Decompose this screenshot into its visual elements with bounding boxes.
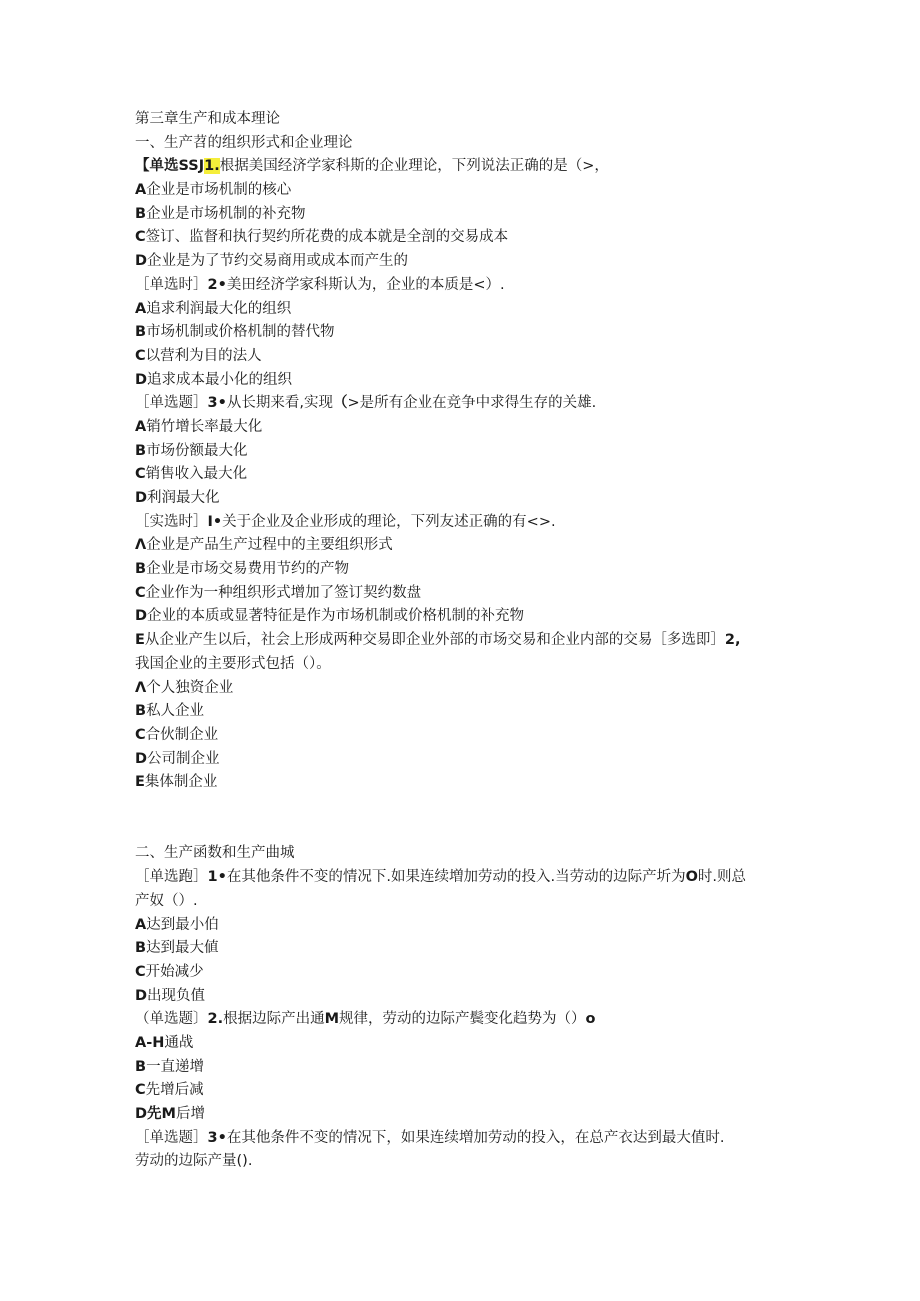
option-text: 销售收入最大化: [145, 466, 248, 483]
question-type-label: ［单选时］: [135, 276, 208, 293]
option-item: [135, 629, 795, 653]
option-letter: D: [135, 987, 148, 1004]
option-text: 以营利为目的法人: [145, 347, 262, 364]
document-body: [135, 108, 795, 1174]
option-letter: C: [135, 963, 146, 980]
chapter-title: 第三章生产和成本理论: [135, 111, 280, 127]
option-item: [135, 321, 795, 345]
option-letter: A: [135, 916, 147, 933]
question-text: 在其他条件不变的情况下，如果连续増加劳动的投入，在总产衣达到最大值时.: [226, 1129, 725, 1146]
option-letter: B: [135, 205, 147, 222]
option-item: [135, 534, 795, 558]
question-type-label: （单选题〕: [135, 1011, 208, 1028]
option-text: 企业是市场机制的补充物: [146, 205, 306, 222]
question-stem: [135, 392, 795, 416]
option-item: [135, 369, 795, 393]
option-letter: C: [135, 726, 146, 743]
question-stem: [135, 866, 795, 890]
question-text-cont: 时.则总: [697, 869, 747, 886]
option-text: 企业是为了节约交易商用或成本而产生的: [147, 253, 409, 270]
question-type-label: ［单选题］: [135, 395, 208, 412]
option-text: 企业作为一种组织形式增加了签订契约数盘: [145, 584, 422, 601]
question-text: 根据边际产出通: [223, 1011, 325, 1028]
option-item: [135, 1079, 795, 1103]
option-text: 从企业产生以后，社会上形成两种交易即企业外部的市场交易和企业内部的交易: [144, 632, 653, 649]
option-text: 市场份额最大化: [146, 442, 248, 459]
option-text: 企业的本质或显著特征是作为市场机制或价格机制的补充物: [147, 608, 525, 625]
question-text-cont: 规律，劳动的边际产鬓变化趋势为（）: [339, 1011, 586, 1028]
option-letter: A: [135, 418, 147, 435]
option-letter: C: [135, 347, 146, 364]
question-type-label: ［多选即］: [652, 632, 725, 649]
option-item: [135, 345, 795, 369]
question-type-label: ［单选跑］: [135, 869, 208, 886]
option-letter: C: [135, 466, 146, 483]
option-letter: B: [135, 940, 147, 957]
question-number: I•: [207, 513, 223, 530]
question-number: 2,: [724, 632, 741, 649]
question-type-label: 【单选SSJ: [135, 158, 205, 175]
question-number: 2.: [207, 1011, 224, 1028]
section-spacer: [135, 795, 795, 843]
option-text: 企业是市场机制的核心: [146, 182, 292, 199]
section-heading: 二、生产函数和生产曲城: [135, 845, 295, 862]
option-text: 追求成本最小化的组织: [147, 371, 293, 388]
option-item: [135, 677, 795, 701]
option-item: [135, 226, 795, 250]
option-text: 追求利润最大化的组织: [146, 300, 292, 317]
option-item: [135, 203, 795, 227]
option-letter: D先M: [135, 1106, 176, 1122]
question-stem: [135, 511, 795, 535]
option-text: 利润最大化: [147, 490, 220, 506]
question-stem: [135, 274, 795, 298]
option-text: 一直递增: [146, 1058, 205, 1075]
option-item: [135, 771, 795, 795]
option-text: 公司制企业: [147, 750, 220, 767]
question-text: 关于企业及企业形成的理论，下列友述正确的有<>.: [222, 513, 556, 530]
question-type-label: ［单选题］: [135, 1129, 208, 1146]
option-item: [135, 605, 795, 629]
option-letter: E: [135, 632, 145, 649]
option-item: [135, 463, 795, 487]
question-stem: [135, 1008, 795, 1032]
option-text: 出现负值: [147, 987, 206, 1004]
option-letter: D: [135, 608, 148, 625]
question-end-mark: o: [585, 1011, 596, 1028]
option-text: 达到最大値: [146, 940, 219, 957]
question-text-cont: >是所有企业在竞争中求得生存的关雄.: [347, 395, 597, 412]
option-letter: Λ: [135, 679, 147, 696]
option-item: [135, 179, 795, 203]
question-paren: （: [332, 395, 348, 412]
question-text: 美田经济学家科斯认为，企业的本质是<）.: [226, 276, 505, 293]
question-letter-m: M: [324, 1011, 340, 1028]
option-letter: C: [135, 229, 146, 246]
option-text: 达到最小伯: [146, 916, 219, 933]
option-text: 销竹增长率最大化: [146, 418, 263, 435]
option-item: [135, 1103, 795, 1127]
option-item: [135, 1032, 795, 1056]
option-item: [135, 724, 795, 748]
option-text: 企业是市场交易费用节约的产物: [146, 561, 350, 578]
option-text: 集体制企业: [144, 774, 218, 791]
option-letter: D: [135, 490, 148, 506]
question-text: 在其他条件不变的情况下.如果连续増加劳动的投入.当劳动的边际产圻为: [226, 869, 686, 886]
option-item: [135, 440, 795, 464]
question-stem-cont: 劳动的边际产量().: [135, 1153, 253, 1170]
option-text: 先增后减: [145, 1082, 204, 1099]
option-text: 市场机制或价格机制的替代物: [146, 324, 335, 341]
option-letter: D: [135, 371, 148, 388]
question-stem: [135, 155, 795, 179]
question-number: 1.: [204, 158, 220, 175]
option-letter: C: [135, 1082, 146, 1099]
option-letter: A-H: [135, 1034, 165, 1051]
question-text: 根据美国经济学家科斯的企业理论，下列说法正确的是（>，: [219, 158, 609, 175]
option-letter: D: [135, 750, 148, 767]
option-letter: B: [135, 1058, 147, 1075]
option-text: 私人企业: [146, 703, 205, 720]
option-letter: C: [135, 584, 146, 601]
question-text: 从长期来看,实现: [226, 395, 333, 412]
option-text: 签订、监督和执行契约所花费的成本就是全剖的交易成本: [145, 229, 509, 246]
option-item: [135, 1056, 795, 1080]
option-text: 后增: [175, 1106, 205, 1122]
option-text: 开始减少: [145, 963, 204, 980]
option-letter: B: [135, 703, 147, 720]
question-zero: O: [685, 869, 698, 886]
option-letter: A: [135, 182, 147, 199]
option-letter: A: [135, 300, 147, 317]
option-item: [135, 748, 795, 772]
option-letter: B: [135, 561, 147, 578]
option-letter: E: [135, 774, 145, 791]
option-item: [135, 985, 795, 1009]
question-stem: 我国企业的主要形式包括（）。: [135, 655, 331, 672]
option-item: [135, 250, 795, 274]
question-stem: [135, 1127, 795, 1151]
option-item: [135, 961, 795, 985]
question-number: 3•: [207, 1129, 227, 1146]
option-item: [135, 416, 795, 440]
option-letter: B: [135, 324, 147, 341]
option-item: [135, 914, 795, 938]
question-stem-cont: 产奴（）.: [135, 892, 198, 909]
option-item: [135, 487, 795, 511]
option-letter: Λ: [135, 537, 147, 554]
question-number: 1•: [207, 869, 227, 886]
question-type-label: ［实选时］: [135, 513, 208, 530]
question-number: 2•: [207, 276, 227, 293]
option-letter: D: [135, 253, 148, 270]
option-text: 合伙制企业: [145, 726, 219, 743]
option-letter: B: [135, 442, 147, 459]
option-text: 个人独资企业: [146, 679, 234, 696]
option-item: [135, 937, 795, 961]
option-item: [135, 582, 795, 606]
option-item: [135, 558, 795, 582]
option-text: 通战: [164, 1034, 194, 1051]
option-text: 企业是产品生产过程中的主要组织形式: [146, 537, 393, 554]
question-number: 3•: [207, 395, 227, 412]
option-item: [135, 298, 795, 322]
option-item: [135, 700, 795, 724]
section-heading: 一、生产苕的组织形式和企业理论: [135, 134, 353, 151]
